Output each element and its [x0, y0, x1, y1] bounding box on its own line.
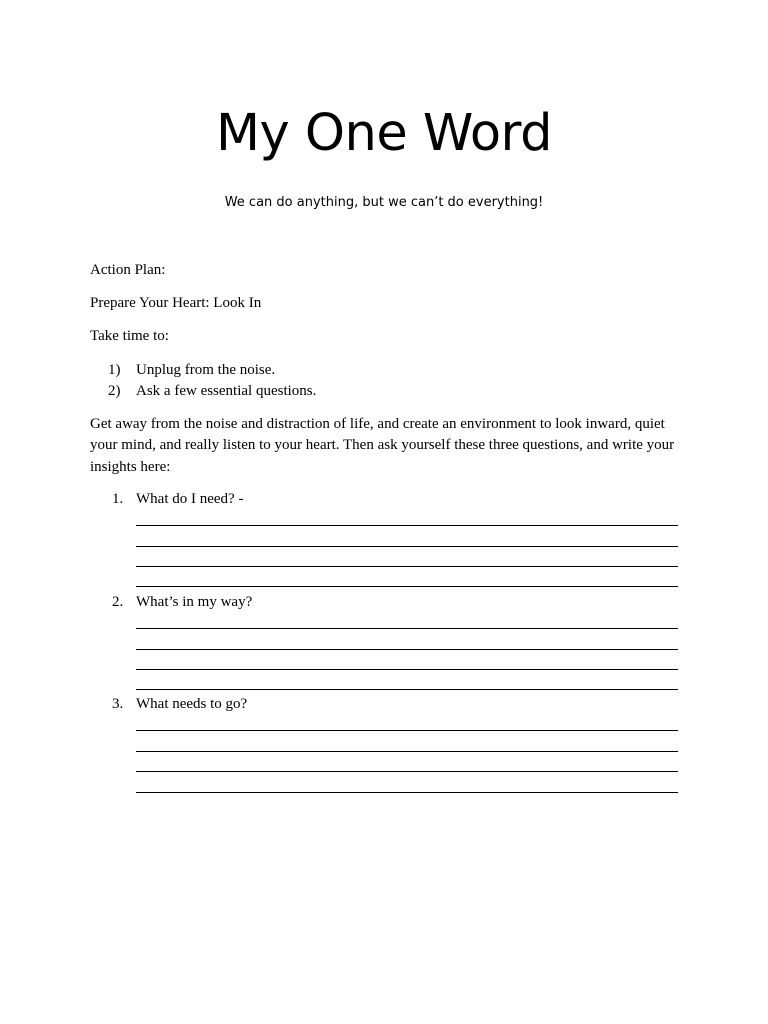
step-number: 2) — [108, 383, 121, 399]
page-title: My One Word — [215, 104, 553, 163]
answer-line[interactable] — [136, 689, 678, 690]
question-item — [0, 592, 768, 612]
answer-line[interactable] — [136, 730, 678, 731]
answer-line[interactable] — [136, 586, 678, 587]
page-subtitle: We can do anything, but we can’t do everything! — [224, 195, 544, 210]
answer-line[interactable] — [136, 792, 678, 793]
action-plan-label: Action Plan: — [90, 262, 166, 278]
answer-line[interactable] — [136, 649, 678, 650]
instructions-paragraph: Get away from the noise and distraction of life, and create an environment to look inward, quiet your mind, and really listen to your heart. Then ask yourself these three questions, and write your insights here: — [90, 416, 675, 475]
step-item — [0, 381, 768, 401]
question-number: 2. — [112, 594, 124, 610]
question-text: What’s in my way? — [136, 594, 253, 610]
answer-line[interactable] — [136, 566, 678, 567]
prepare-heading: Prepare Your Heart: Look In — [90, 295, 262, 311]
question-number: 1. — [112, 491, 124, 507]
answer-line[interactable] — [136, 751, 678, 752]
step-number: 1) — [108, 362, 121, 378]
question-number: 3. — [112, 696, 124, 712]
answer-line[interactable] — [136, 628, 678, 629]
step-text: Unplug from the noise. — [136, 362, 276, 378]
question-text: What needs to go? — [136, 696, 248, 712]
question-item — [0, 489, 768, 509]
answer-line[interactable] — [136, 525, 678, 526]
step-text: Ask a few essential questions. — [136, 383, 317, 399]
answer-line[interactable] — [136, 771, 678, 772]
answer-line[interactable] — [136, 546, 678, 547]
question-item — [0, 694, 768, 714]
question-text: What do I need? - — [136, 491, 244, 507]
answer-line[interactable] — [136, 669, 678, 670]
take-time-label: Take time to: — [90, 328, 169, 344]
step-item — [0, 360, 768, 380]
